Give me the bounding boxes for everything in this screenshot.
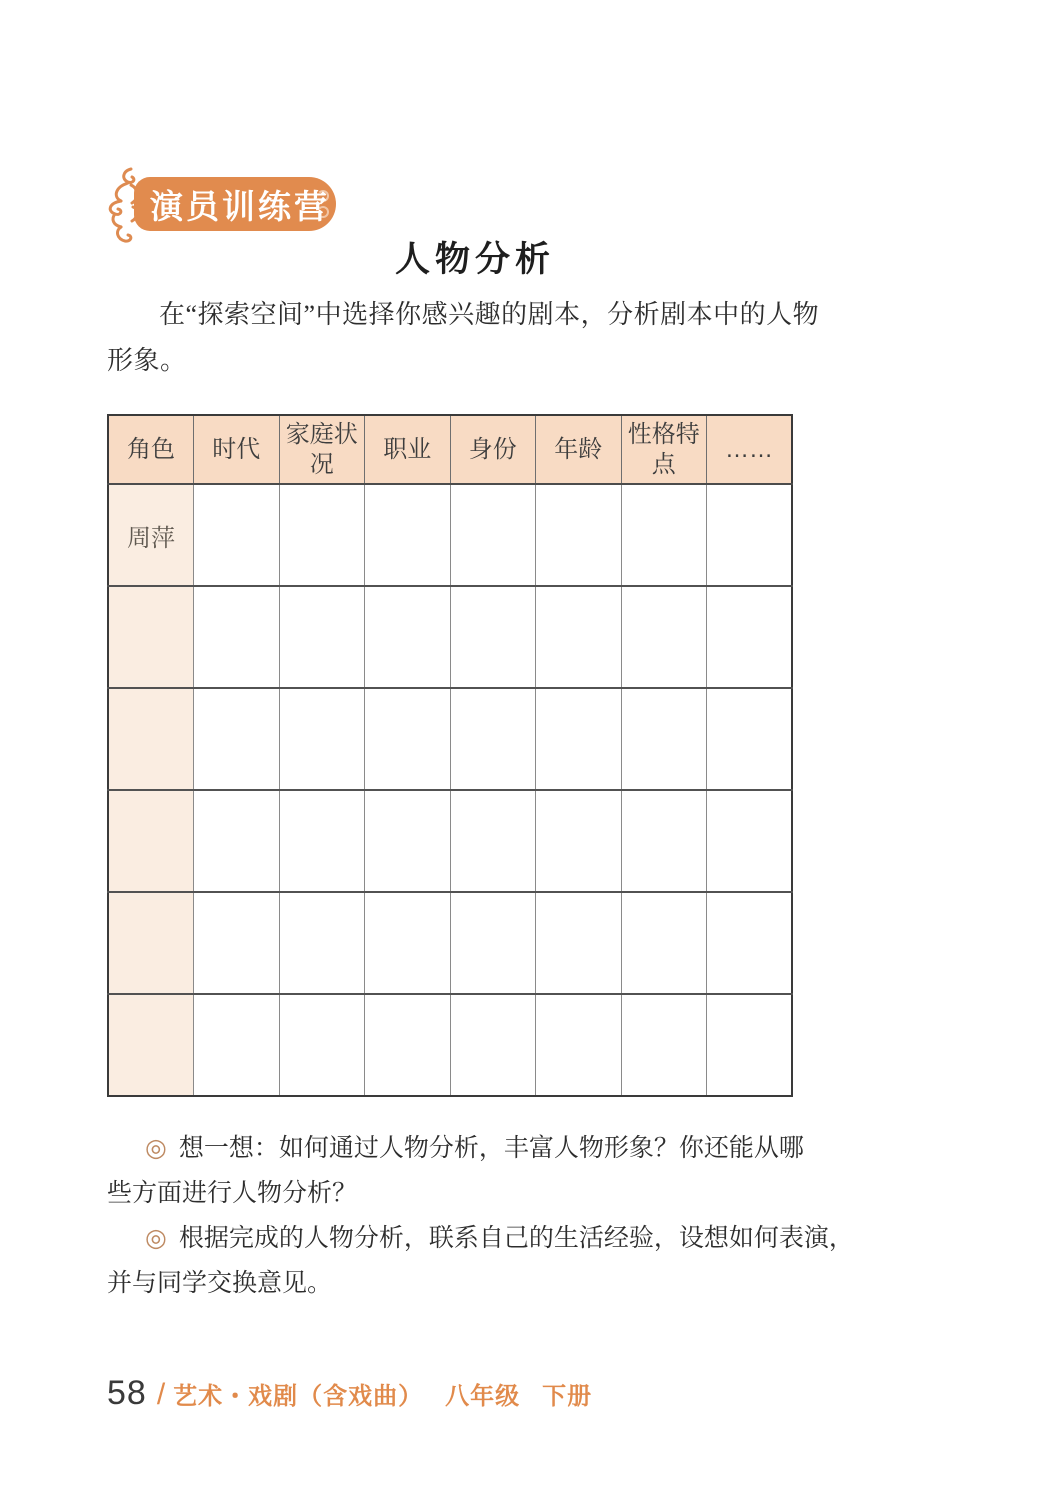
footer-book-title: 艺术・戏剧（含戏曲） — [173, 1384, 424, 1410]
table-cell — [365, 484, 451, 586]
table-row — [108, 484, 792, 586]
table-cell — [536, 994, 622, 1096]
table-cell — [365, 790, 451, 892]
table-cell — [450, 892, 536, 994]
table-row — [108, 994, 792, 1096]
table-cell — [707, 484, 793, 586]
section-badge — [134, 177, 336, 231]
table-cell — [365, 586, 451, 688]
bullet-text: 想一想：如何通过人物分析，丰富人物形象？你还能从哪 — [178, 1135, 804, 1162]
table-cell — [450, 790, 536, 892]
footer-grade: 八年级 — [445, 1384, 521, 1410]
bullet-text-continuation: 些方面进行人物分析？ — [107, 1180, 358, 1207]
table-cell — [279, 892, 365, 994]
page-title: 人物分析 — [394, 240, 555, 279]
table-cell — [536, 790, 622, 892]
table-cell — [194, 484, 280, 586]
table-cell — [536, 586, 622, 688]
bullet-item — [107, 1216, 855, 1261]
table-header-cell: 年龄 — [536, 415, 622, 484]
table-cell — [450, 994, 536, 1096]
role-cell — [108, 586, 194, 688]
character-analysis-table — [107, 414, 793, 1097]
table-cell — [365, 688, 451, 790]
table-cell — [707, 586, 793, 688]
table-header-cell: 时代 — [194, 415, 280, 484]
table-cell — [536, 484, 622, 586]
table-cell — [707, 790, 793, 892]
table-header-cell: 身份 — [450, 415, 536, 484]
table-cell — [707, 688, 793, 790]
table-header-cell: 家庭状况 — [279, 415, 365, 484]
table-cell — [279, 688, 365, 790]
table-cell — [450, 586, 536, 688]
table-cell — [450, 484, 536, 586]
table-cell — [279, 484, 365, 586]
role-cell — [108, 892, 194, 994]
bullet-item — [107, 1126, 855, 1171]
table-cell — [279, 994, 365, 1096]
table-cell — [194, 586, 280, 688]
table-cell — [194, 790, 280, 892]
table-cell — [621, 994, 707, 1096]
table-header-cell: 职业 — [365, 415, 451, 484]
table-cell — [279, 790, 365, 892]
table-cell — [621, 586, 707, 688]
table-row — [108, 586, 792, 688]
table-cell — [365, 892, 451, 994]
role-cell: 周萍 — [108, 484, 194, 586]
table-cell — [194, 994, 280, 1096]
badge-curl-icon — [317, 190, 329, 218]
table-cell — [621, 892, 707, 994]
footer-separator: / — [156, 1378, 166, 1411]
table-row — [108, 892, 792, 994]
footer-volume: 下册 — [542, 1384, 593, 1410]
table-cell — [707, 994, 793, 1096]
table-cell — [621, 484, 707, 586]
table-cell — [536, 892, 622, 994]
table-header-row — [108, 415, 792, 484]
table-row — [108, 790, 792, 892]
bullet-text: 根据完成的人物分析，联系自己的生活经验，设想如何表演， — [178, 1225, 854, 1252]
table-header-cell: 角色 — [108, 415, 194, 484]
section-badge-label: 演员训练营 — [150, 189, 330, 226]
table-cell — [365, 994, 451, 1096]
table-header-cell: 性格特点 — [621, 415, 707, 484]
table-header-cell: …… — [707, 415, 793, 484]
intro-line: 在“探索空间”中选择你感兴趣的剧本，分析剧本中的人物 — [159, 300, 820, 329]
role-cell — [108, 994, 194, 1096]
bullet-text-continuation: 并与同学交换意见。 — [107, 1270, 333, 1297]
table-cell — [621, 790, 707, 892]
table-cell — [450, 688, 536, 790]
page-number: 58 — [107, 1374, 147, 1412]
table-cell — [707, 892, 793, 994]
table-cell — [194, 892, 280, 994]
bullet-marker-icon: ◎ — [145, 1225, 167, 1252]
role-cell — [108, 688, 194, 790]
table-cell — [279, 586, 365, 688]
page-footer — [107, 1374, 592, 1413]
table-cell — [194, 688, 280, 790]
role-cell — [108, 790, 194, 892]
bullet-marker-icon: ◎ — [145, 1135, 167, 1162]
intro-paragraph — [107, 292, 847, 384]
table-row — [108, 688, 792, 790]
intro-line: 形象。 — [107, 346, 187, 375]
bullet-notes — [107, 1126, 855, 1306]
table-cell — [536, 688, 622, 790]
table-cell — [621, 688, 707, 790]
